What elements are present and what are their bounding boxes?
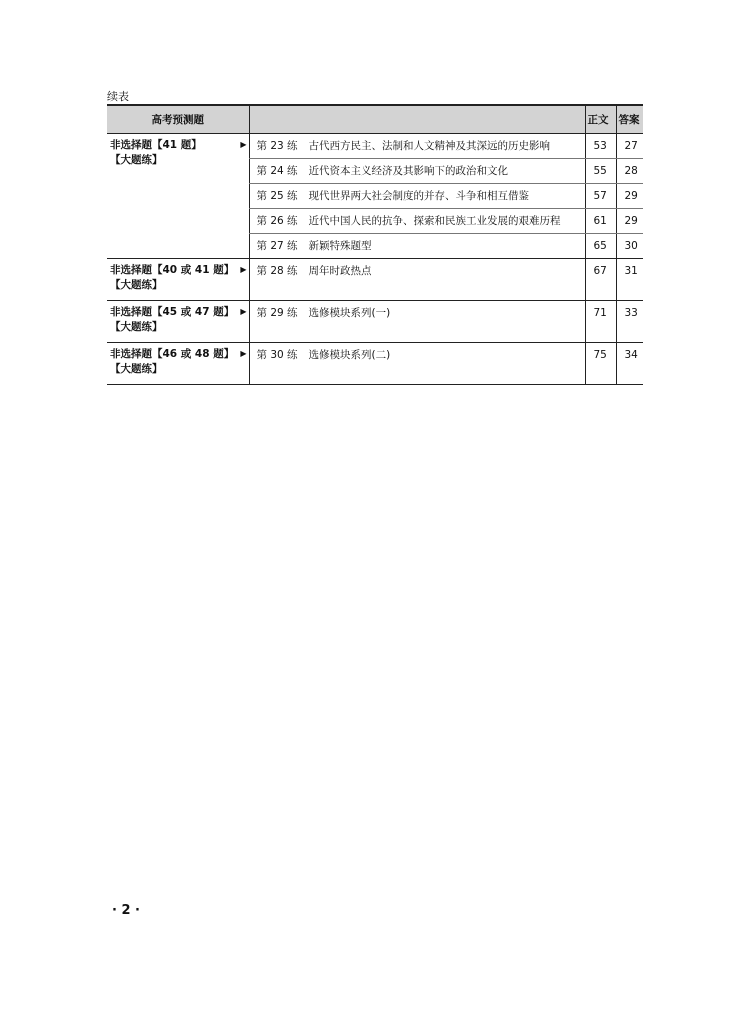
- page-cell: 75: [585, 343, 616, 385]
- page-cell: 55: [585, 159, 616, 184]
- header-exercise: [249, 105, 585, 134]
- category-label: 非选择题【40 或 41 题】: [110, 264, 235, 276]
- table-row: [107, 259, 643, 301]
- table-row: [107, 343, 643, 385]
- contents-table: [107, 104, 643, 385]
- table-row: [107, 134, 643, 159]
- exercise-cell: [249, 343, 585, 385]
- exercise-title: 选修模块系列(二): [308, 349, 391, 361]
- exercise-number: 第 27 练: [256, 240, 298, 252]
- exercise-title: 新颖特殊题型: [308, 240, 372, 252]
- answer-cell: 27: [616, 134, 643, 159]
- answer-cell: 28: [616, 159, 643, 184]
- page-cell: 67: [585, 259, 616, 301]
- category-sublabel: 【大题练】: [110, 279, 163, 291]
- category-sublabel: 【大题练】: [110, 363, 163, 375]
- table-header-row: [107, 105, 643, 134]
- header-category: 高考预测题: [107, 105, 249, 134]
- exercise-cell: [249, 301, 585, 343]
- exercise-title: 近代资本主义经济及其影响下的政治和文化: [308, 165, 508, 177]
- category-cell: [107, 343, 249, 385]
- page-cell: 65: [585, 234, 616, 259]
- exercise-title: 周年时政热点: [308, 265, 372, 277]
- exercise-cell: [249, 134, 585, 159]
- page-cell: 61: [585, 209, 616, 234]
- exercise-number: 第 29 练: [256, 307, 298, 319]
- exercise-number: 第 28 练: [256, 265, 298, 277]
- page-number: · 2 ·: [112, 903, 140, 918]
- exercise-title: 古代西方民主、法制和人文精神及其深远的历史影响: [308, 140, 550, 152]
- exercise-number: 第 26 练: [256, 215, 298, 227]
- exercise-title: 选修模块系列(一): [308, 307, 391, 319]
- category-cell: [107, 134, 249, 259]
- header-page: 正文: [585, 105, 616, 134]
- category-cell: [107, 259, 249, 301]
- header-answer: 答案: [616, 105, 643, 134]
- pointer-arrow-icon: ▶: [240, 307, 247, 316]
- category-sublabel: 【大题练】: [110, 321, 163, 333]
- exercise-title: 近代中国人民的抗争、探索和民族工业发展的艰难历程: [308, 215, 561, 227]
- page-cell: 57: [585, 184, 616, 209]
- answer-cell: 33: [616, 301, 643, 343]
- exercise-cell: [249, 184, 585, 209]
- exercise-title: 现代世界两大社会制度的并存、斗争和相互借鉴: [308, 190, 529, 202]
- pointer-arrow-icon: ▶: [240, 265, 247, 274]
- answer-cell: 34: [616, 343, 643, 385]
- answer-cell: 29: [616, 184, 643, 209]
- category-label: 非选择题【41 题】: [110, 139, 202, 151]
- exercise-number: 第 25 练: [256, 190, 298, 202]
- page-cell: 71: [585, 301, 616, 343]
- exercise-number: 第 30 练: [256, 349, 298, 361]
- category-label: 非选择题【46 或 48 题】: [110, 348, 235, 360]
- pointer-arrow-icon: ▶: [240, 140, 247, 149]
- category-cell: [107, 301, 249, 343]
- exercise-number: 第 24 练: [256, 165, 298, 177]
- category-sublabel: 【大题练】: [110, 154, 163, 166]
- answer-cell: 31: [616, 259, 643, 301]
- exercise-cell: [249, 209, 585, 234]
- exercise-cell: [249, 159, 585, 184]
- category-label: 非选择题【45 或 47 题】: [110, 306, 235, 318]
- pointer-arrow-icon: ▶: [240, 349, 247, 358]
- answer-cell: 30: [616, 234, 643, 259]
- answer-cell: 29: [616, 209, 643, 234]
- table-caption: 续表: [107, 90, 129, 103]
- exercise-number: 第 23 练: [256, 140, 298, 152]
- exercise-cell: [249, 234, 585, 259]
- exercise-cell: [249, 259, 585, 301]
- table-row: [107, 301, 643, 343]
- page-cell: 53: [585, 134, 616, 159]
